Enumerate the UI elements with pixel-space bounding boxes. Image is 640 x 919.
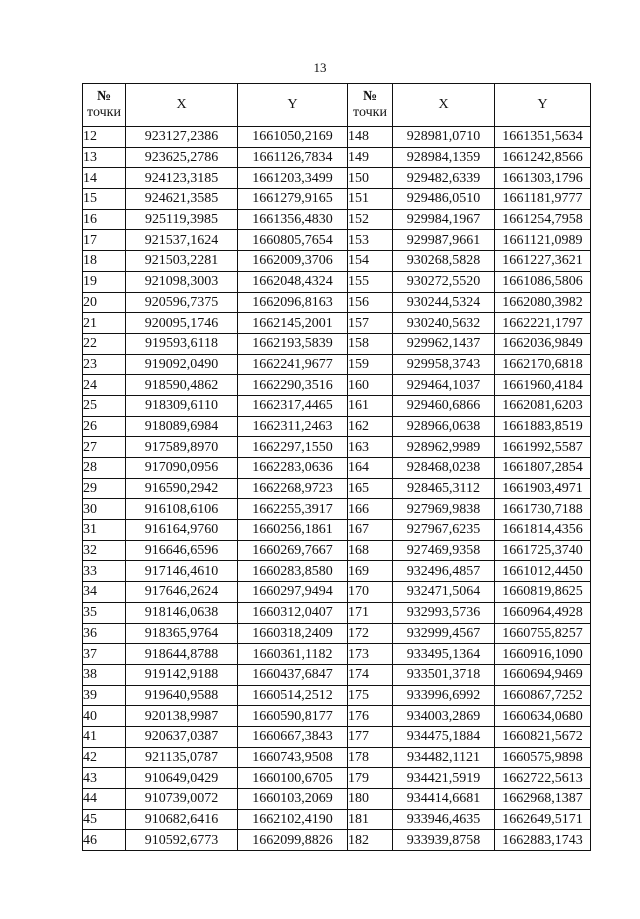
point-number-left: 22 [83,333,126,354]
point-number-right: 166 [348,499,393,520]
table-row [83,189,591,210]
x-coordinate-right: 933939,8758 [393,830,495,851]
number-sign: № [96,89,112,104]
y-coordinate-left: 1662290,3516 [238,375,348,396]
point-number-left: 44 [83,789,126,810]
y-coordinate-left: 1662255,3917 [238,499,348,520]
point-number-left: 41 [83,726,126,747]
table-row [83,499,591,520]
point-number-right: 180 [348,789,393,810]
x-coordinate-left: 923127,2386 [126,127,238,148]
point-number-right: 173 [348,644,393,665]
table-row [83,209,591,230]
x-coordinate-left: 920138,9987 [126,706,238,727]
x-coordinate-left: 925119,3985 [126,209,238,230]
y-coordinate-right: 1660916,1090 [495,644,591,665]
y-coordinate-right: 1662170,6818 [495,354,591,375]
x-coordinate-right: 934414,6681 [393,789,495,810]
y-coordinate-left: 1661356,4830 [238,209,348,230]
x-header-right: X [393,84,495,127]
table-row [83,333,591,354]
y-coordinate-left: 1660318,2409 [238,623,348,644]
x-coordinate-right: 929962,1437 [393,333,495,354]
table-row [83,520,591,541]
point-number-right: 148 [348,127,393,148]
y-coordinate-left: 1662283,0636 [238,458,348,479]
point-number-right: 169 [348,561,393,582]
y-coordinate-right: 1660867,7252 [495,685,591,706]
x-coordinate-right: 928465,3112 [393,478,495,499]
x-coordinate-right: 934482,1121 [393,747,495,768]
x-coordinate-right: 929460,6866 [393,395,495,416]
table-row [83,540,591,561]
point-number-left: 29 [83,478,126,499]
point-number-left: 46 [83,830,126,851]
x-coordinate-right: 927469,9358 [393,540,495,561]
x-header-left: X [126,84,238,127]
x-coordinate-right: 930268,5828 [393,251,495,272]
point-number-left: 21 [83,313,126,334]
y-coordinate-right: 1660575,9898 [495,747,591,768]
point-number-right: 155 [348,271,393,292]
table-body [83,127,591,851]
y-coordinate-left: 1660437,6847 [238,664,348,685]
x-coordinate-right: 929987,9661 [393,230,495,251]
point-number-left: 15 [83,189,126,210]
point-number-right: 163 [348,437,393,458]
x-coordinate-left: 916646,6596 [126,540,238,561]
y-coordinate-right: 1662968,1387 [495,789,591,810]
x-coordinate-left: 919142,9188 [126,664,238,685]
table-row [83,251,591,272]
y-coordinate-left: 1660100,6705 [238,768,348,789]
y-coordinate-right: 1662081,6203 [495,395,591,416]
table-row [83,147,591,168]
point-number-right: 151 [348,189,393,210]
y-coordinate-right: 1660819,8625 [495,582,591,603]
x-coordinate-left: 918590,4862 [126,375,238,396]
y-coordinate-left: 1660312,0407 [238,602,348,623]
y-coordinate-right: 1661242,8566 [495,147,591,168]
y-coordinate-right: 1661725,3740 [495,540,591,561]
point-number-left: 34 [83,582,126,603]
point-number-right: 178 [348,747,393,768]
x-coordinate-right: 929464,1037 [393,375,495,396]
point-number-right: 174 [348,664,393,685]
point-number-left: 14 [83,168,126,189]
point-number-left: 39 [83,685,126,706]
y-coordinate-left: 1661126,7834 [238,147,348,168]
x-coordinate-right: 928962,9989 [393,437,495,458]
point-number-right: 157 [348,313,393,334]
point-number-left: 40 [83,706,126,727]
x-coordinate-right: 928468,0238 [393,458,495,479]
table-row [83,664,591,685]
x-coordinate-right: 933495,1364 [393,644,495,665]
table-row [83,747,591,768]
point-number-right: 172 [348,623,393,644]
point-number-right: 152 [348,209,393,230]
y-coordinate-right: 1661121,0989 [495,230,591,251]
point-number-left: 38 [83,664,126,685]
x-coordinate-left: 917646,2624 [126,582,238,603]
point-number-left: 43 [83,768,126,789]
y-coordinate-right: 1660964,4928 [495,602,591,623]
y-coordinate-left: 1662096,8163 [238,292,348,313]
point-number-left: 35 [83,602,126,623]
y-coordinate-left: 1662241,9677 [238,354,348,375]
table-row [83,789,591,810]
point-number-right: 170 [348,582,393,603]
y-coordinate-left: 1660269,7667 [238,540,348,561]
y-coordinate-left: 1660743,9508 [238,747,348,768]
point-number-left: 24 [83,375,126,396]
page-number: 13 [313,60,327,75]
point-label: точки [353,105,387,120]
y-coordinate-left: 1662317,4465 [238,395,348,416]
x-coordinate-right: 934003,2869 [393,706,495,727]
point-number-left: 25 [83,395,126,416]
point-number-right: 160 [348,375,393,396]
x-coordinate-right: 930272,5520 [393,271,495,292]
x-coordinate-left: 919593,6118 [126,333,238,354]
point-number-left: 18 [83,251,126,272]
x-coordinate-left: 918644,8788 [126,644,238,665]
y-coordinate-left: 1660297,9494 [238,582,348,603]
y-coordinate-left: 1660805,7654 [238,230,348,251]
y-coordinate-right: 1660634,0680 [495,706,591,727]
x-coordinate-left: 916590,2942 [126,478,238,499]
point-number-right: 150 [348,168,393,189]
x-coordinate-left: 920637,0387 [126,726,238,747]
y-header-left: Y [238,84,348,127]
x-coordinate-left: 921503,2281 [126,251,238,272]
point-number-right: 165 [348,478,393,499]
x-coordinate-right: 929958,3743 [393,354,495,375]
y-coordinate-left: 1662268,9723 [238,478,348,499]
point-number-left: 26 [83,416,126,437]
x-coordinate-left: 917090,0956 [126,458,238,479]
y-coordinate-left: 1662193,5839 [238,333,348,354]
x-coordinate-right: 929482,6339 [393,168,495,189]
point-number-right: 153 [348,230,393,251]
point-label: точки [87,105,121,120]
point-number-right: 175 [348,685,393,706]
x-coordinate-left: 916164,9760 [126,520,238,541]
point-number-right: 171 [348,602,393,623]
table-row [83,458,591,479]
point-number-left: 42 [83,747,126,768]
point-number-right: 158 [348,333,393,354]
y-coordinate-left: 1662311,2463 [238,416,348,437]
y-coordinate-left: 1660256,1861 [238,520,348,541]
point-number-right: 149 [348,147,393,168]
point-number-left: 23 [83,354,126,375]
y-coordinate-right: 1660821,5672 [495,726,591,747]
table-row [83,602,591,623]
y-coordinate-left: 1660590,8177 [238,706,348,727]
x-coordinate-left: 919640,9588 [126,685,238,706]
y-coordinate-right: 1661303,1796 [495,168,591,189]
y-coordinate-right: 1661960,4184 [495,375,591,396]
x-coordinate-left: 924621,3585 [126,189,238,210]
table-row [83,561,591,582]
x-coordinate-left: 921135,0787 [126,747,238,768]
x-coordinate-right: 928966,0638 [393,416,495,437]
point-number-header-right [348,84,393,127]
point-number-left: 37 [83,644,126,665]
table-row [83,478,591,499]
y-coordinate-right: 1662883,1743 [495,830,591,851]
y-coordinate-left: 1661279,9165 [238,189,348,210]
point-number-right: 156 [348,292,393,313]
point-number-header-left [83,84,126,127]
x-coordinate-left: 921537,1624 [126,230,238,251]
table-row [83,354,591,375]
x-coordinate-right: 927967,6235 [393,520,495,541]
x-coordinate-left: 917589,8970 [126,437,238,458]
table-row [83,706,591,727]
point-number-left: 27 [83,437,126,458]
point-number-left: 31 [83,520,126,541]
x-coordinate-left: 917146,4610 [126,561,238,582]
x-coordinate-right: 933996,6992 [393,685,495,706]
table-row [83,685,591,706]
x-coordinate-right: 933946,4635 [393,809,495,830]
x-coordinate-left: 910592,6773 [126,830,238,851]
point-number-right: 181 [348,809,393,830]
y-coordinate-right: 1661181,9777 [495,189,591,210]
x-coordinate-left: 910739,0072 [126,789,238,810]
x-coordinate-left: 920596,7375 [126,292,238,313]
table-row [83,623,591,644]
table-row [83,768,591,789]
x-coordinate-right: 932999,4567 [393,623,495,644]
y-coordinate-right: 1661254,7958 [495,209,591,230]
table-row [83,809,591,830]
y-coordinate-right: 1662722,5613 [495,768,591,789]
point-number-left: 30 [83,499,126,520]
x-coordinate-right: 932993,5736 [393,602,495,623]
point-number-left: 20 [83,292,126,313]
y-coordinate-right: 1662649,5171 [495,809,591,830]
table-row [83,416,591,437]
x-coordinate-left: 910649,0429 [126,768,238,789]
table-row [83,726,591,747]
x-coordinate-right: 930244,5324 [393,292,495,313]
point-number-left: 36 [83,623,126,644]
x-coordinate-left: 918089,6984 [126,416,238,437]
y-coordinate-right: 1660694,9469 [495,664,591,685]
table-row [83,830,591,851]
point-number-right: 161 [348,395,393,416]
y-coordinate-left: 1660514,2512 [238,685,348,706]
number-sign: № [362,89,378,104]
coordinates-table [82,83,591,851]
point-number-right: 168 [348,540,393,561]
y-coordinate-right: 1661086,5806 [495,271,591,292]
y-coordinate-left: 1661203,3499 [238,168,348,189]
y-coordinate-left: 1662297,1550 [238,437,348,458]
table-row [83,395,591,416]
table-row [83,644,591,665]
y-coordinate-left: 1662009,3706 [238,251,348,272]
point-number-right: 164 [348,458,393,479]
x-coordinate-left: 920095,1746 [126,313,238,334]
table-row [83,437,591,458]
x-coordinate-right: 928984,1359 [393,147,495,168]
x-coordinate-right: 932496,4857 [393,561,495,582]
x-coordinate-left: 923625,2786 [126,147,238,168]
x-coordinate-right: 927969,9838 [393,499,495,520]
y-coordinate-right: 1662080,3982 [495,292,591,313]
x-coordinate-right: 928981,0710 [393,127,495,148]
point-number-left: 16 [83,209,126,230]
x-coordinate-right: 929486,0510 [393,189,495,210]
x-coordinate-left: 910682,6416 [126,809,238,830]
y-coordinate-right: 1661730,7188 [495,499,591,520]
y-coordinate-right: 1661807,2854 [495,458,591,479]
x-coordinate-right: 934421,5919 [393,768,495,789]
x-coordinate-right: 933501,3718 [393,664,495,685]
y-coordinate-left: 1661050,2169 [238,127,348,148]
y-coordinate-right: 1662036,9849 [495,333,591,354]
point-number-left: 28 [83,458,126,479]
x-coordinate-left: 919092,0490 [126,354,238,375]
y-coordinate-left: 1662102,4190 [238,809,348,830]
y-header-right: Y [495,84,591,127]
y-coordinate-left: 1662048,4324 [238,271,348,292]
y-coordinate-right: 1661903,4971 [495,478,591,499]
y-coordinate-right: 1662221,1797 [495,313,591,334]
x-coordinate-right: 930240,5632 [393,313,495,334]
x-coordinate-left: 924123,3185 [126,168,238,189]
point-number-right: 167 [348,520,393,541]
point-number-left: 13 [83,147,126,168]
y-coordinate-right: 1661012,4450 [495,561,591,582]
point-number-right: 159 [348,354,393,375]
x-coordinate-right: 934475,1884 [393,726,495,747]
y-coordinate-left: 1660667,3843 [238,726,348,747]
point-number-right: 176 [348,706,393,727]
table-row [83,271,591,292]
y-coordinate-right: 1660755,8257 [495,623,591,644]
x-coordinate-right: 932471,5064 [393,582,495,603]
table-row [83,230,591,251]
x-coordinate-right: 929984,1967 [393,209,495,230]
point-number-left: 45 [83,809,126,830]
point-number-left: 17 [83,230,126,251]
point-number-right: 162 [348,416,393,437]
y-coordinate-right: 1661992,5587 [495,437,591,458]
x-coordinate-left: 916108,6106 [126,499,238,520]
y-coordinate-left: 1660361,1182 [238,644,348,665]
point-number-left: 32 [83,540,126,561]
point-number-right: 182 [348,830,393,851]
x-coordinate-left: 918146,0638 [126,602,238,623]
x-coordinate-left: 918309,6110 [126,395,238,416]
y-coordinate-left: 1660283,8580 [238,561,348,582]
point-number-right: 154 [348,251,393,272]
table-row [83,292,591,313]
table-row [83,127,591,148]
point-number-left: 33 [83,561,126,582]
y-coordinate-left: 1662099,8826 [238,830,348,851]
point-number-right: 179 [348,768,393,789]
table-row [83,168,591,189]
y-coordinate-right: 1661814,4356 [495,520,591,541]
y-coordinate-right: 1661227,3621 [495,251,591,272]
table-header-row [83,84,591,127]
x-coordinate-left: 921098,3003 [126,271,238,292]
y-coordinate-left: 1660103,2069 [238,789,348,810]
point-number-left: 12 [83,127,126,148]
table-row [83,375,591,396]
table-row [83,582,591,603]
y-coordinate-right: 1661883,8519 [495,416,591,437]
point-number-left: 19 [83,271,126,292]
y-coordinate-left: 1662145,2001 [238,313,348,334]
x-coordinate-left: 918365,9764 [126,623,238,644]
y-coordinate-right: 1661351,5634 [495,127,591,148]
point-number-right: 177 [348,726,393,747]
table-row [83,313,591,334]
